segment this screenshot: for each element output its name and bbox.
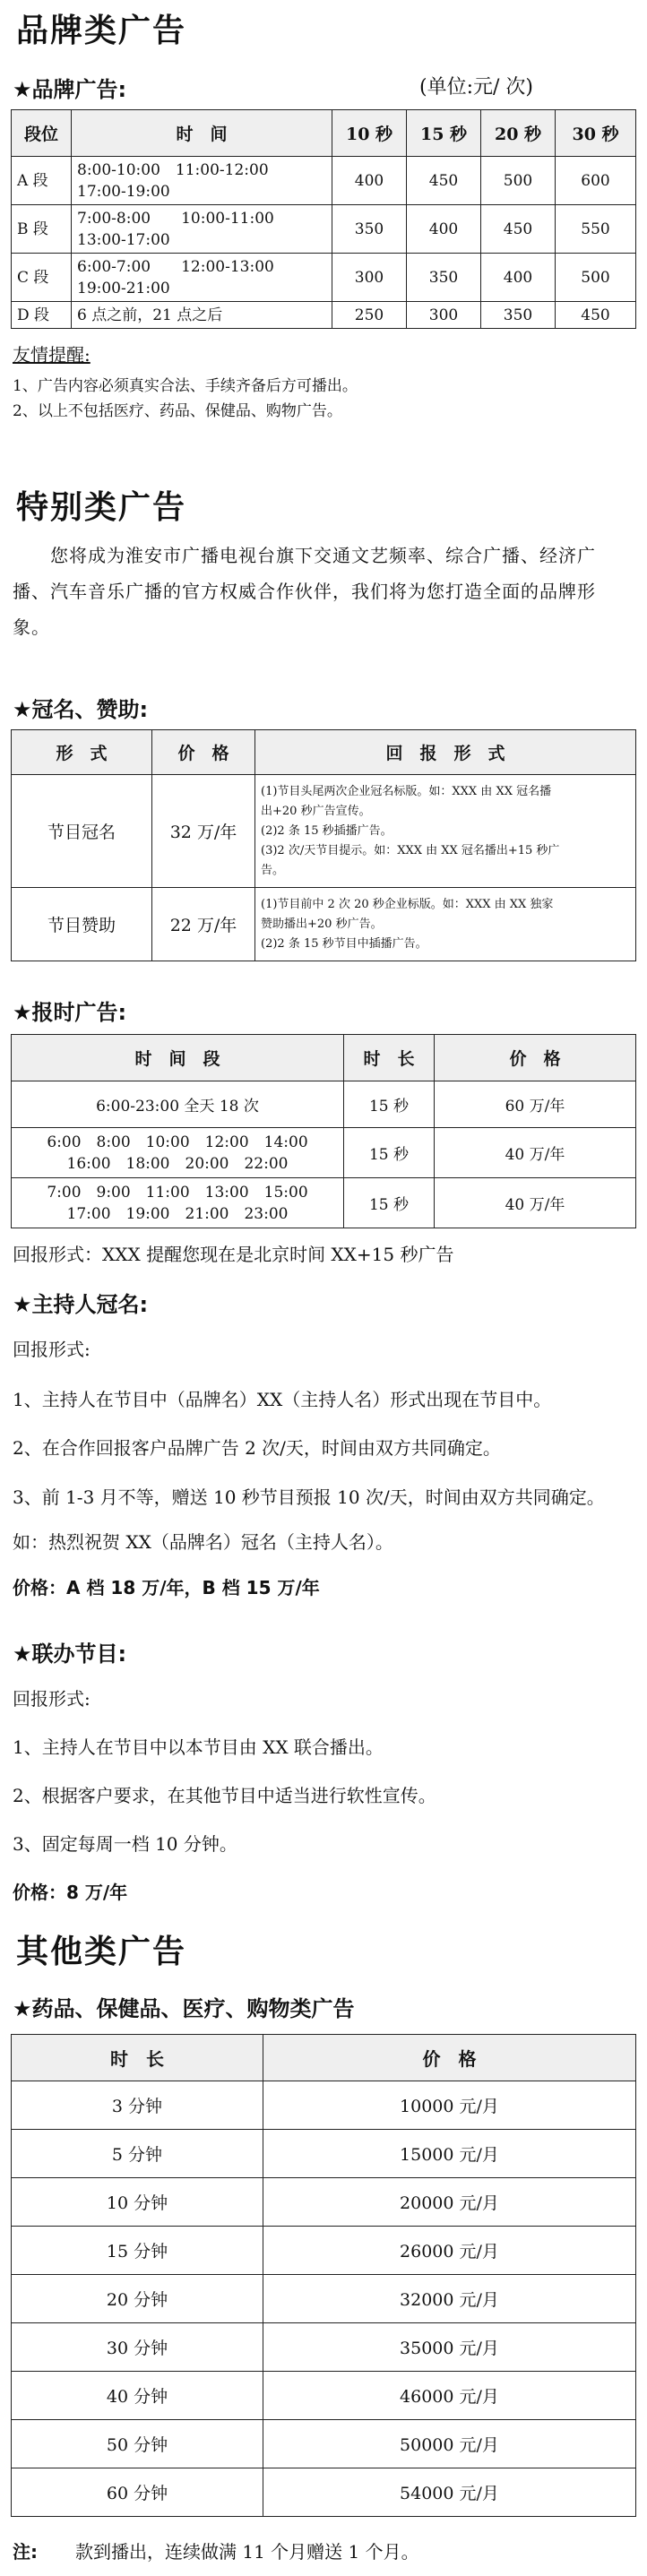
- price-cell: 250: [332, 302, 407, 329]
- table-row: [12, 2178, 636, 2227]
- price-cell: 450: [556, 302, 636, 329]
- special-section-title: 特别类广告: [16, 488, 187, 526]
- table-header-row: [12, 110, 636, 157]
- duration-cell: 15 分钟: [12, 2227, 263, 2275]
- return-line: (1)节目前中 2 次 20 秒企业标版。如：XXX 由 XX 独家: [261, 897, 554, 911]
- return-line: 赞助播出+20 秒广告。: [261, 917, 383, 931]
- form-cell: 节目冠名: [12, 775, 152, 888]
- price-cell: 50000 元/月: [263, 2420, 636, 2468]
- header-cell: 段位: [12, 110, 72, 157]
- duration-cell: 3 分钟: [12, 2081, 263, 2130]
- table-row: [12, 1178, 636, 1228]
- price-cell: 10000 元/月: [263, 2081, 636, 2130]
- price-cell: 400: [407, 205, 481, 254]
- time-line: 17:00-19:00: [77, 182, 170, 201]
- segment-cell: A 段: [12, 157, 72, 205]
- host-item: 3、前 1-3 月不等，赠送 10 秒节目预报 10 次/天，时间由双方共同确定。如：热烈祝贺 XX（品牌名）冠名（主持人名）。: [13, 1486, 605, 1553]
- duration-cell: 5 分钟: [12, 2130, 263, 2178]
- return-line: 告。: [261, 863, 285, 877]
- price-cell: 26000 元/月: [263, 2227, 636, 2275]
- time-cell: [72, 254, 332, 302]
- price-cell: 600: [556, 157, 636, 205]
- joint-return-label: 回报形式:: [13, 1688, 91, 1710]
- price-cell: 500: [481, 157, 556, 205]
- time-line: 19:00-21:00: [77, 279, 170, 297]
- time-line: 16:00 18:00 20:00 22:00: [66, 1154, 289, 1173]
- header-cell: 价 格: [263, 2035, 636, 2081]
- brand-section-title: 品牌类广告: [16, 12, 187, 49]
- time-line: 17:00 19:00 21:00 23:00: [66, 1204, 289, 1223]
- time-cell: [12, 1128, 344, 1178]
- host-subtitle: ★主持人冠名:: [13, 1292, 149, 1317]
- table-row: [12, 2372, 636, 2420]
- header-cell: 时 间 段: [12, 1035, 344, 1081]
- other-subtitle: ★药品、保健品、医疗、购物类广告: [13, 1996, 355, 2021]
- duration-cell: 30 分钟: [12, 2323, 263, 2372]
- duration-cell: 15 秒: [344, 1081, 435, 1128]
- note-text: 款到播出，连续做满 11 个月赠送 1 个月。: [75, 2541, 419, 2563]
- tip-line: 2、以上不包括医疗、药品、保健品、购物广告。: [13, 402, 342, 420]
- return-line: (1)节目头尾两次企业冠名标版。如：XXX 由 XX 冠名播: [261, 784, 552, 798]
- joint-item: 3、固定每周一档 10 分钟。: [13, 1833, 237, 1855]
- price-cell: 40 万/年: [435, 1178, 636, 1228]
- price-cell: 450: [481, 205, 556, 254]
- other-price-table: [11, 2034, 636, 2517]
- unit-note: (单位:元/ 次): [419, 76, 533, 99]
- return-cell: [255, 888, 636, 961]
- price-cell: 350: [332, 205, 407, 254]
- time-cell: [72, 205, 332, 254]
- sponsor-table: [11, 729, 636, 961]
- price-cell: 350: [481, 302, 556, 329]
- header-cell: 形 式: [12, 730, 152, 775]
- host-item: 1、主持人在节目中（品牌名）XX（主持人名）形式出现在节目中。: [13, 1389, 552, 1410]
- joint-item: 1、主持人在节目中以本节目由 XX 联合播出。: [13, 1736, 384, 1758]
- price-cell: 550: [556, 205, 636, 254]
- price-cell: 60 万/年: [435, 1081, 636, 1128]
- table-row: [12, 205, 636, 254]
- table-row: [12, 2323, 636, 2372]
- note-label: 注:: [13, 2541, 38, 2563]
- price-cell: 32000 元/月: [263, 2275, 636, 2323]
- table-row: [12, 2275, 636, 2323]
- table-row: [12, 254, 636, 302]
- table-row: [12, 2130, 636, 2178]
- tip-line: 1、广告内容必须真实合法、手续齐备后方可播出。: [13, 377, 358, 395]
- table-row: [12, 1128, 636, 1178]
- time-cell: 6 点之前，21 点之后: [72, 302, 332, 329]
- time-line: 13:00-17:00: [77, 230, 170, 249]
- table-row: [12, 157, 636, 205]
- price-cell: 400: [332, 157, 407, 205]
- time-cell: 6:00-23:00 全天 18 次: [12, 1081, 344, 1128]
- host-price: 价格：A 档 18 万/年，B 档 15 万/年: [13, 1577, 320, 1598]
- duration-cell: 50 分钟: [12, 2420, 263, 2468]
- price-cell: 450: [407, 157, 481, 205]
- price-cell: 46000 元/月: [263, 2372, 636, 2420]
- price-cell: 35000 元/月: [263, 2323, 636, 2372]
- duration-cell: 40 分钟: [12, 2372, 263, 2420]
- duration-cell: 10 分钟: [12, 2178, 263, 2227]
- table-header-row: [12, 730, 636, 775]
- table-row: [12, 2081, 636, 2130]
- segment-cell: C 段: [12, 254, 72, 302]
- table-row: [12, 2420, 636, 2468]
- table-row: [12, 775, 636, 888]
- table-row: [12, 2227, 636, 2275]
- header-cell: 价 格: [152, 730, 255, 775]
- other-section-title: 其他类广告: [16, 1933, 187, 1970]
- header-cell: 10 秒: [332, 110, 407, 157]
- return-line: 出+20 秒广告宣传。: [261, 804, 371, 818]
- header-cell: 20 秒: [481, 110, 556, 157]
- timecall-subtitle: ★报时广告:: [13, 1000, 127, 1025]
- intro-paragraph: 您将成为淮安市广播电视台旗下交通文艺频率、综合广播、经济广播、汽车音乐广播的官方权威合作伙伴，我们将为您打造全面的品牌形象。: [13, 545, 596, 638]
- segment-cell: B 段: [12, 205, 72, 254]
- price-cell: 350: [407, 254, 481, 302]
- brand-price-table: [11, 109, 636, 329]
- header-cell: 15 秒: [407, 110, 481, 157]
- price-cell: 300: [332, 254, 407, 302]
- time-line: 6:00 8:00 10:00 12:00 14:00: [47, 1133, 308, 1151]
- price-cell: 32 万/年: [152, 775, 255, 888]
- price-cell: 400: [481, 254, 556, 302]
- header-cell: 时 间: [72, 110, 332, 157]
- duration-cell: 60 分钟: [12, 2468, 263, 2517]
- duration-cell: 15 秒: [344, 1128, 435, 1178]
- timecall-return: 回报形式：XXX 提醒您现在是北京时间 XX+15 秒广告: [13, 1244, 454, 1265]
- header-cell: 时 长: [12, 2035, 263, 2081]
- price-cell: 22 万/年: [152, 888, 255, 961]
- table-header-row: [12, 2035, 636, 2081]
- sponsor-subtitle: ★冠名、赞助:: [13, 697, 149, 722]
- price-cell: 300: [407, 302, 481, 329]
- header-cell: 时 长: [344, 1035, 435, 1081]
- time-line: 7:00 9:00 11:00 13:00 15:00: [47, 1183, 308, 1202]
- return-line: (3)2 次/天节目提示。如：XXX 由 XX 冠名播出+15 秒广: [261, 843, 560, 857]
- host-return-label: 回报形式:: [13, 1339, 91, 1360]
- header-cell: 30 秒: [556, 110, 636, 157]
- joint-item: 2、根据客户要求，在其他节目中适当进行软性宣传。: [13, 1785, 436, 1806]
- duration-cell: 20 分钟: [12, 2275, 263, 2323]
- time-line: 6:00-7:00 12:00-13:00: [77, 257, 274, 276]
- table-row: [12, 302, 636, 329]
- price-cell: 500: [556, 254, 636, 302]
- time-line: 8:00-10:00 11:00-12:00: [77, 160, 269, 179]
- form-cell: 节目赞助: [12, 888, 152, 961]
- joint-subtitle: ★联办节目:: [13, 1641, 127, 1667]
- timecall-table: [11, 1034, 636, 1228]
- table-row: [12, 2468, 636, 2517]
- table-header-row: [12, 1035, 636, 1081]
- header-cell: 价 格: [435, 1035, 636, 1081]
- price-cell: 40 万/年: [435, 1128, 636, 1178]
- return-line: (2)2 条 15 秒节目中插播广告。: [261, 936, 427, 951]
- table-row: [12, 1081, 636, 1128]
- header-cell: 回 报 形 式: [255, 730, 636, 775]
- time-cell: [72, 157, 332, 205]
- return-line: (2)2 条 15 秒插播广告。: [261, 823, 393, 838]
- joint-price: 价格：8 万/年: [13, 1882, 128, 1903]
- table-row: [12, 888, 636, 961]
- duration-cell: 15 秒: [344, 1178, 435, 1228]
- host-item: 2、在合作回报客户品牌广告 2 次/天，时间由双方共同确定。: [13, 1437, 501, 1459]
- time-cell: [12, 1178, 344, 1228]
- brand-ad-subtitle: ★品牌广告:: [13, 77, 127, 102]
- segment-cell: D 段: [12, 302, 72, 329]
- price-cell: 54000 元/月: [263, 2468, 636, 2517]
- return-cell: [255, 775, 636, 888]
- time-line: 7:00-8:00 10:00-11:00: [77, 209, 274, 228]
- price-cell: 20000 元/月: [263, 2178, 636, 2227]
- price-cell: 15000 元/月: [263, 2130, 636, 2178]
- tip-title: 友情提醒:: [13, 344, 91, 366]
